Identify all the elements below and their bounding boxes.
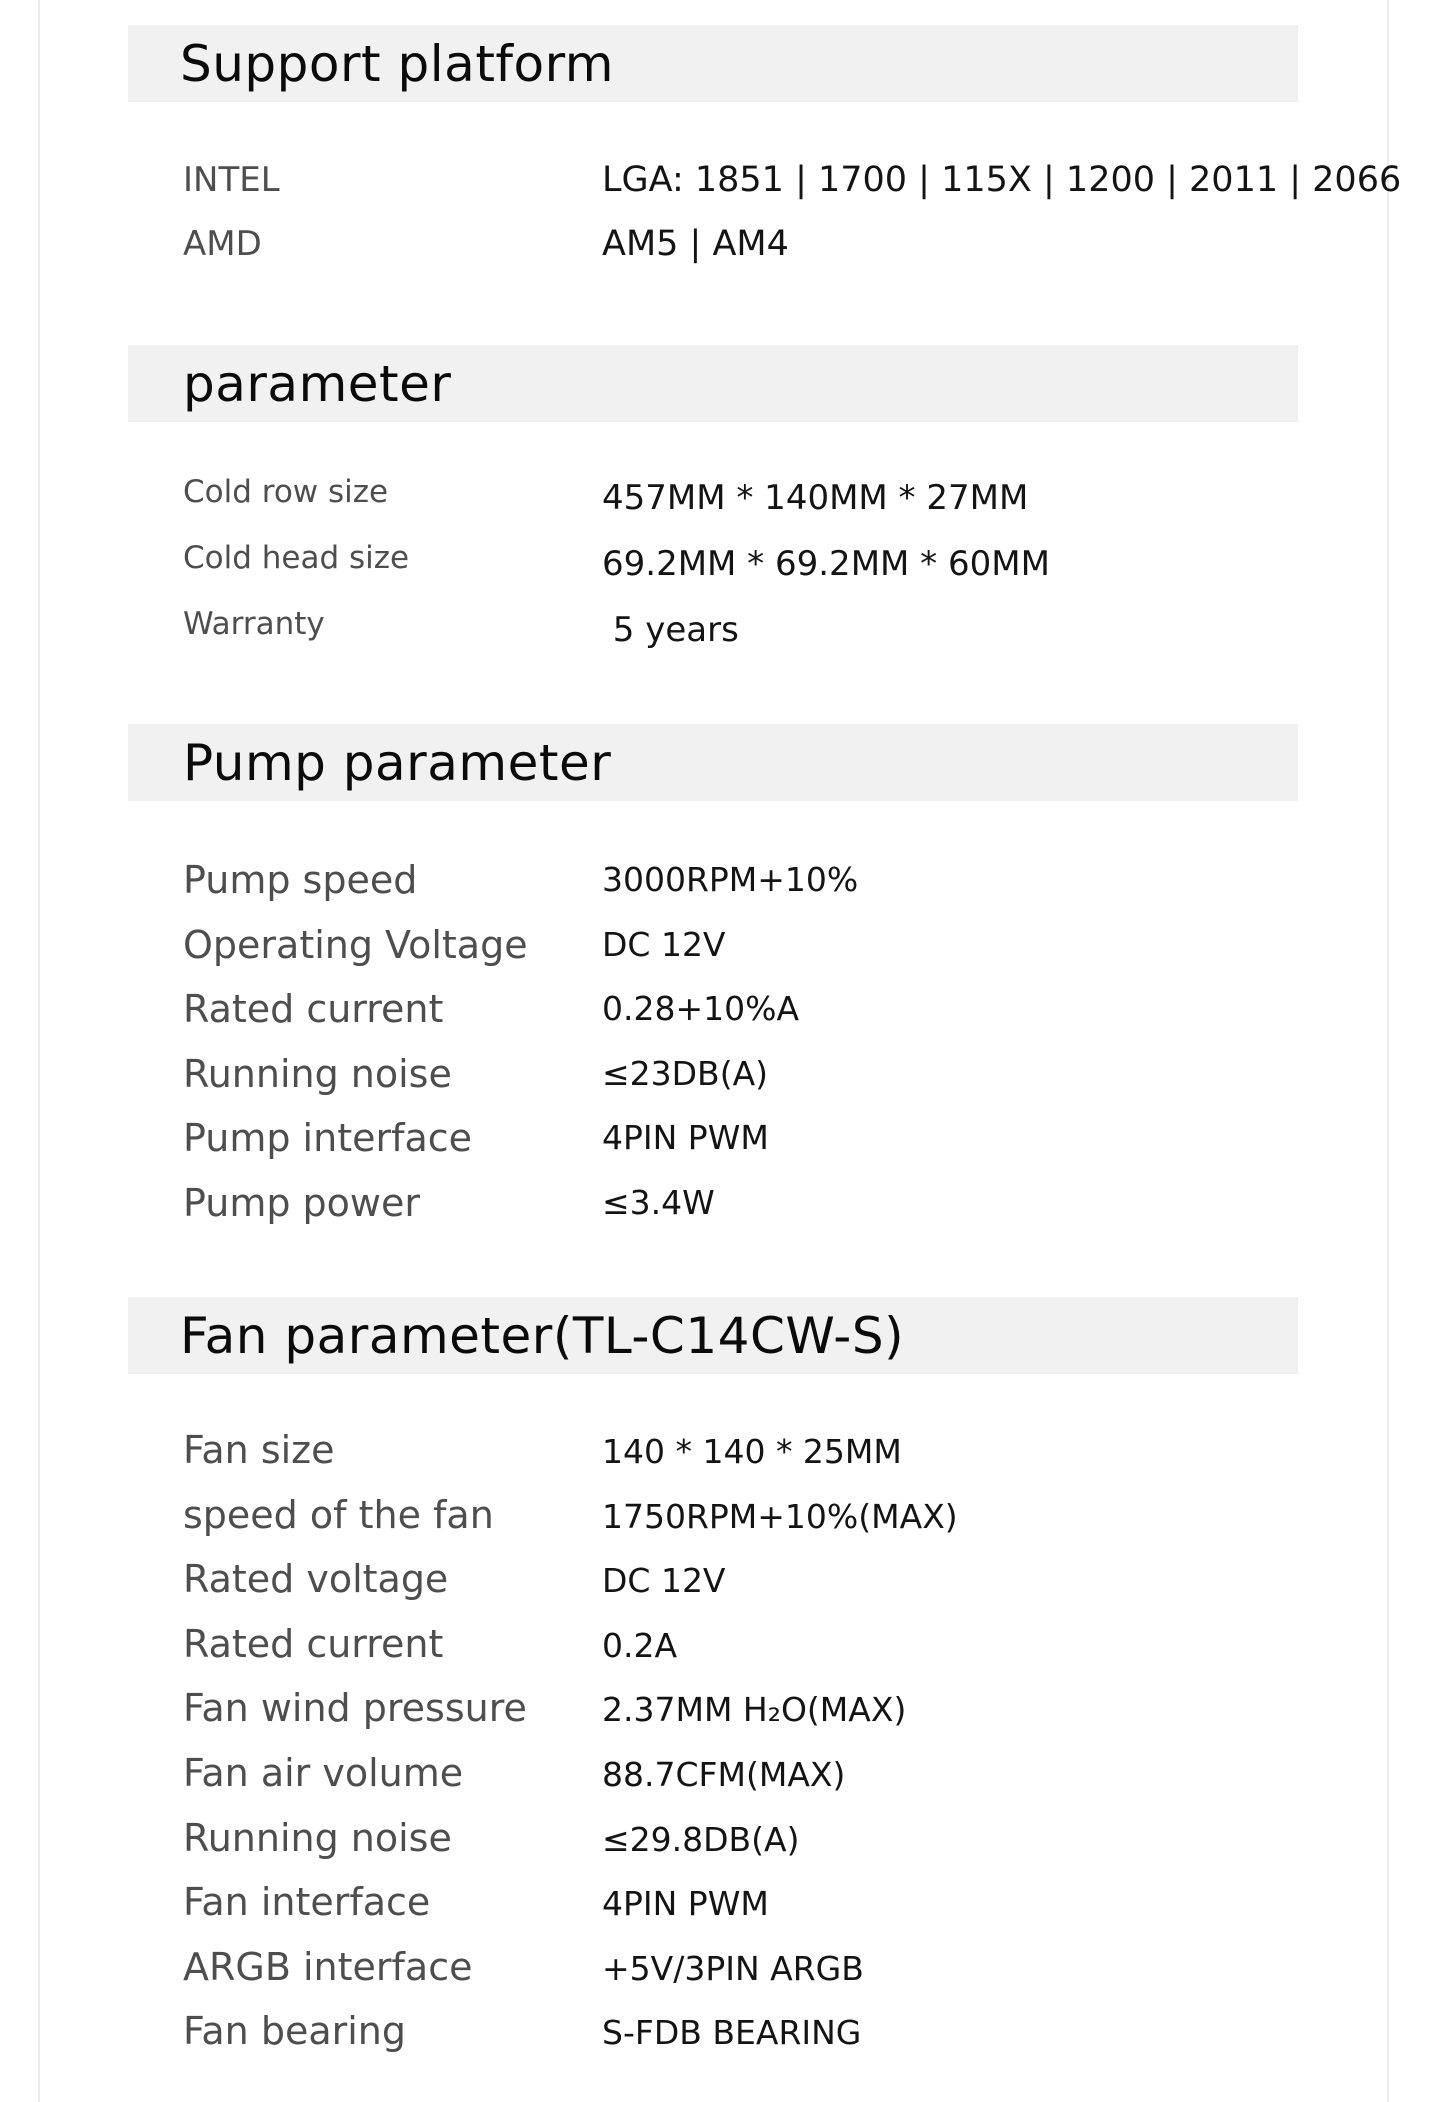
- spec-row-rated-current: [183, 1616, 1303, 1681]
- spec-value: +5V/3PIN ARGB: [602, 1948, 864, 1988]
- spec-list-platform: [183, 150, 1402, 278]
- section-header-support-platform: [128, 25, 1298, 102]
- spec-row-fan-speed: [183, 1487, 1303, 1552]
- spec-row-warranty: [183, 598, 1303, 664]
- spec-row-rated-voltage: [183, 1551, 1303, 1616]
- spec-label: AMD: [183, 224, 262, 264]
- spec-value: 4PIN PWM: [602, 1884, 769, 1924]
- spec-row-cold-head-size: [183, 532, 1303, 598]
- spec-label: INTEL: [183, 160, 280, 200]
- spec-label: Fan air volume: [183, 1750, 464, 1795]
- spec-label: Cold row size: [183, 474, 389, 510]
- section-header-parameter: [128, 345, 1298, 422]
- spec-value: LGA: 1851 | 1700 | 115X | 1200 | 2011 | 2066: [602, 160, 1402, 200]
- spec-value: S-FDB BEARING: [602, 2013, 862, 2053]
- spec-value: DC 12V: [602, 924, 726, 964]
- spec-label: Pump interface: [183, 1116, 473, 1160]
- section-title: parameter: [183, 354, 452, 413]
- spec-label: Warranty: [183, 606, 325, 642]
- spec-label: ARGB interface: [183, 1944, 473, 1989]
- spec-row-operating-voltage: [183, 917, 1303, 982]
- spec-label: Running noise: [183, 1815, 452, 1860]
- spec-value: 140 * 140 * 25MM: [602, 1432, 902, 1471]
- spec-label: Running noise: [183, 1051, 452, 1096]
- section-title: Support platform: [180, 34, 615, 93]
- section-title: Pump parameter: [183, 733, 612, 792]
- spec-row-cold-row-size: [183, 466, 1303, 532]
- spec-row-fan-size: [183, 1422, 1303, 1487]
- spec-label: Pump speed: [183, 858, 418, 902]
- spec-value: ≤29.8DB(A): [602, 1819, 800, 1859]
- spec-value: 69.2MM * 69.2MM * 60MM: [602, 544, 1050, 584]
- spec-row-rated-current: [183, 981, 1303, 1046]
- spec-row-fan-interface: [183, 1874, 1303, 1939]
- section-title: Fan parameter(TL-C14CW-S): [180, 1306, 905, 1365]
- spec-value: 0.2A: [602, 1625, 678, 1665]
- spec-value: 0.28+10%A: [602, 989, 800, 1028]
- spec-list-fan: [183, 1422, 1303, 2068]
- spec-label: Fan interface: [183, 1880, 431, 1925]
- spec-value: 1750RPM+10%(MAX): [602, 1496, 958, 1536]
- spec-row-running-noise: [183, 1046, 1303, 1111]
- section-header-fan-parameter: [128, 1297, 1298, 1374]
- spec-list-pump: [183, 852, 1303, 1239]
- spec-label: Rated current: [183, 1621, 444, 1666]
- spec-row-amd: [183, 214, 1303, 278]
- spec-value: DC 12V: [602, 1561, 726, 1601]
- spec-value: AM5 | AM4: [602, 224, 789, 264]
- spec-row-pump-speed: [183, 852, 1303, 917]
- spec-label: Fan size: [183, 1428, 335, 1472]
- spec-label: Fan wind pressure: [183, 1686, 527, 1731]
- spec-row-fan-bearing: [183, 2003, 1303, 2068]
- spec-row-intel: [183, 150, 1402, 214]
- section-header-pump-parameter: [128, 724, 1298, 801]
- spec-label: Rated voltage: [183, 1557, 449, 1602]
- spec-label: speed of the fan: [183, 1492, 494, 1537]
- spec-value: ≤23DB(A): [602, 1053, 769, 1093]
- spec-label: Cold head size: [183, 540, 410, 576]
- spec-label: Fan bearing: [183, 2009, 406, 2054]
- spec-list-parameter: [183, 466, 1303, 664]
- spec-label: Rated current: [183, 987, 444, 1031]
- spec-row-fan-air-volume: [183, 1745, 1303, 1810]
- spec-label: Pump power: [183, 1180, 420, 1225]
- spec-row-running-noise: [183, 1810, 1303, 1875]
- spec-value: ≤3.4W: [602, 1182, 715, 1222]
- spec-row-pump-interface: [183, 1110, 1303, 1175]
- spec-value: 5 years: [602, 610, 739, 650]
- spec-value: 2.37MM H₂O(MAX): [602, 1690, 907, 1730]
- spec-value: 4PIN PWM: [602, 1118, 769, 1157]
- spec-row-pump-power: [183, 1175, 1303, 1240]
- spec-value: 457MM * 140MM * 27MM: [602, 478, 1029, 518]
- spec-label: Operating Voltage: [183, 922, 528, 967]
- spec-value: 88.7CFM(MAX): [602, 1754, 846, 1794]
- spec-value: 3000RPM+10%: [602, 860, 859, 899]
- spec-row-fan-wind-pressure: [183, 1680, 1303, 1745]
- spec-row-argb-interface: [183, 1939, 1303, 2004]
